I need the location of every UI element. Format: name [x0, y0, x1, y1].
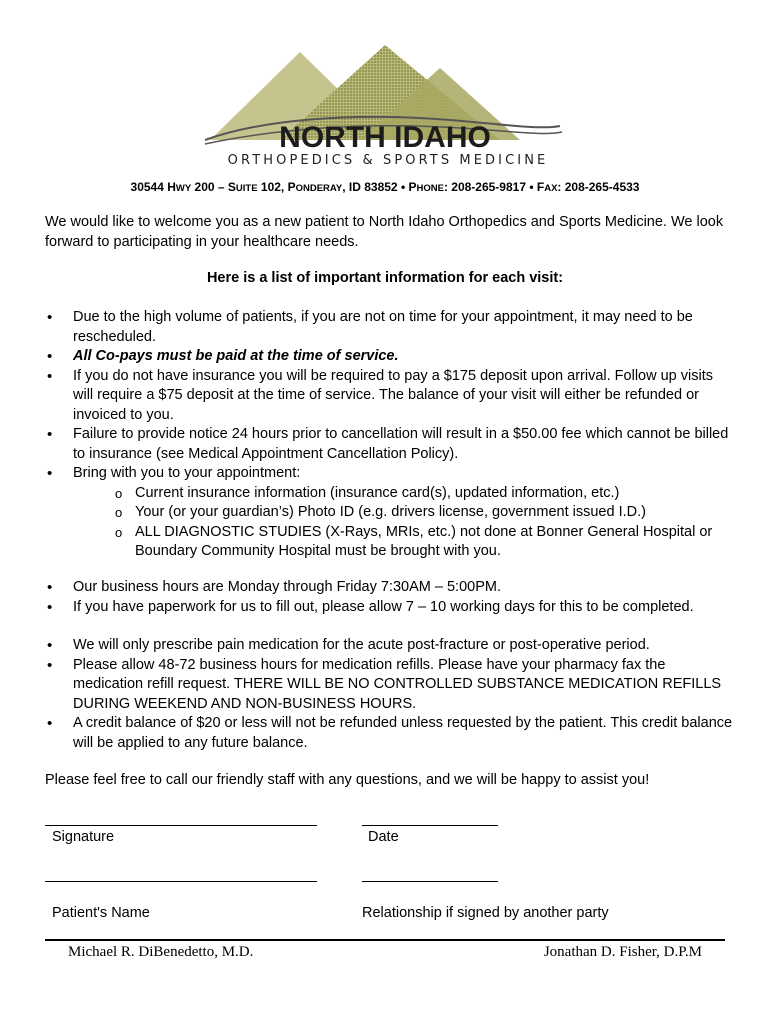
sub-list-item: o ALL DIAGNOSTIC STUDIES (X-Rays, MRIs, etc.) not done at Bonner General Hospital or Boundary Community Hospital must be brought with you. [73, 523, 735, 562]
patient-name-label: Patient's Name [52, 905, 150, 921]
hours-list [45, 578, 735, 617]
relationship-line[interactable] [362, 881, 498, 882]
list-item [45, 464, 735, 562]
date-label: Date [368, 829, 399, 845]
list-item [45, 347, 735, 367]
relationship-label: Relationship if signed by another party [362, 905, 609, 921]
list-item: • We will only prescribe pain medication for the acute post-fracture or post-operative period. [45, 636, 735, 656]
bring-items-label: Bring with you to your appointment: [73, 465, 301, 481]
list-heading: Here is a list of important information for each visit: [206, 270, 564, 286]
logo-wordmark: NORTH IDAHO [279, 121, 491, 154]
signature-line[interactable] [45, 825, 317, 826]
list-item: • A credit balance of $20 or less will not be refunded unless requested by the patient. This credit balance will be applied to any future balance. [45, 714, 735, 753]
signature-label: Signature [52, 829, 115, 845]
address-part: , ID 83852 • P [342, 180, 417, 194]
address-part: AX [544, 183, 558, 194]
clinic-logo [200, 40, 570, 175]
patient-name-line[interactable] [45, 881, 317, 882]
address-part: WY [175, 183, 192, 194]
list-item: • If you have paperwork for us to fill out, please allow 7 – 10 working days for this to be completed. [45, 598, 735, 618]
address-part: 200 – S [191, 180, 236, 194]
list-item: • Due to the high volume of patients, if you are not on time for your appointment, it may need to be rescheduled. [45, 308, 735, 347]
copay-notice: All Co-pays must be paid at the time of service. [73, 348, 399, 364]
medication-billing-list [45, 636, 735, 753]
address-part: : 208-265-4533 [557, 180, 640, 194]
closing-paragraph: Please feel free to call our friendly staff with any questions, and we will be happy to assist you! [45, 772, 650, 788]
list-item: • If you do not have insurance you will be required to pay a $175 deposit upon arrival. Follow up visits will require a $75 deposit at the time of service. The balance of your visit will either be refunded or invoiced to you. [45, 367, 735, 426]
list-item: • Please allow 48-72 business hours for medication refills. Please have your pharmacy fax the medication refill request. THERE WILL BE NO CONTROLLED SUBSTANCE MEDICATION REFILLS DURING WEEKEND AND NON-BUSINESS HOURS. [45, 656, 735, 715]
sub-list-item: o Current insurance information (insurance card(s), updated information, etc.) [73, 484, 735, 504]
welcome-paragraph: We would like to welcome you as a new patient to North Idaho Orthopedics and Sports Medicine. We look forward to participating in your healthcare needs. [45, 214, 724, 250]
sub-list-item: o Your (or your guardian’s) Photo ID (e.g. drivers license, government issued I.D.) [73, 503, 735, 523]
address-part: HONE [416, 183, 444, 194]
address-part: UITE [235, 183, 258, 194]
address-part: 30544 H [130, 180, 176, 194]
logo-subtitle: ORTHOPEDICS & SPORTS MEDICINE [227, 153, 549, 168]
date-line[interactable] [362, 825, 498, 826]
address-part: ONDERAY [295, 183, 343, 194]
footer-divider [45, 939, 725, 941]
list-item: • Failure to provide notice 24 hours prior to cancellation will result in a $50.00 fee which cannot be billed to insurance (see Medical Appointment Cancellation Policy). [45, 425, 735, 464]
address-part: : 208-265-9817 • F [443, 180, 545, 194]
list-item: • Our business hours are Monday through Friday 7:30AM – 5:00PM. [45, 578, 735, 598]
address-part: 102, P [257, 180, 296, 194]
clinic-address-line [0, 179, 770, 197]
bring-items-sublist [73, 484, 735, 562]
doctor-left-name: Michael R. DiBenedetto, M.D. [68, 944, 254, 960]
doctor-right-name: Jonathan D. Fisher, D.P.M [543, 944, 702, 960]
visit-info-list [45, 308, 735, 562]
